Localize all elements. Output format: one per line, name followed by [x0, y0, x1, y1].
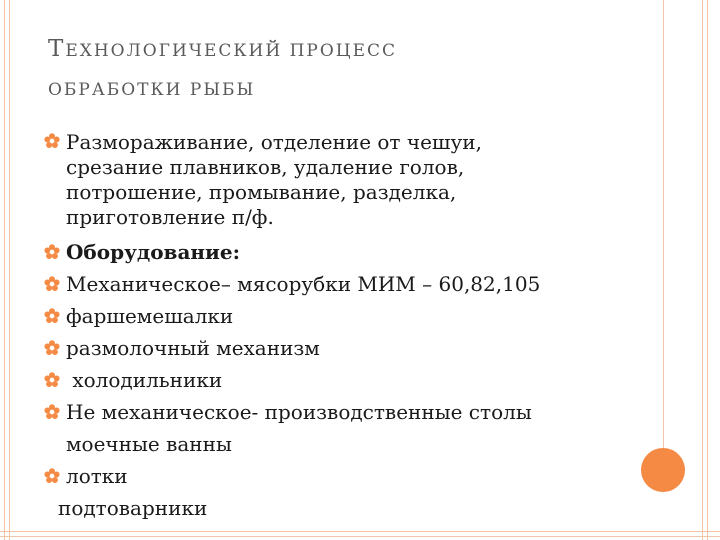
list-item [44, 300, 644, 332]
list-item [44, 130, 644, 230]
flower-bullet-icon [44, 340, 60, 356]
list-item-text: моечные ванны [66, 432, 232, 456]
list-item-text: холодильники [66, 368, 223, 392]
list-item-text: фаршемешалки [66, 304, 234, 328]
list-item-text: Не механическое- производственные столы [66, 400, 532, 424]
orange-circle-decoration [641, 448, 685, 492]
list-item [44, 268, 644, 300]
flower-bullet-icon [44, 404, 60, 420]
list-item-text: Размораживание, отделение от чешуи, срезание плавников, удаление голов, потрошение, промывание, разделка, приготовление п/ф. [66, 130, 482, 229]
list-item [44, 428, 644, 460]
flower-bullet-icon [44, 308, 60, 324]
list-item-text: лотки [66, 464, 128, 488]
frame-line-left-2 [9, 0, 10, 540]
title-line-1-rest: ЕХНОЛОГИЧЕСКИЙ ПРОЦЕСС [65, 41, 398, 61]
title-line-1 [48, 36, 397, 62]
flower-bullet-icon [44, 133, 60, 149]
list-item-text: Оборудование: [66, 240, 240, 264]
list-item [44, 492, 644, 524]
flower-bullet-icon [44, 372, 60, 388]
flower-bullet-icon [44, 276, 60, 292]
frame-line-right-circle [663, 0, 664, 448]
flower-bullet-icon [44, 468, 60, 484]
title-line-1-cap: Т [48, 36, 66, 62]
list-item-text: подтоварники [58, 496, 208, 520]
list-item [44, 460, 644, 492]
content-list [44, 130, 644, 524]
frame-line-bottom-2 [0, 536, 720, 537]
list-item [44, 364, 644, 396]
list-item-text: Механическое– мясорубки МИМ – 60,82,105 [66, 272, 541, 296]
flower-bullet-icon [44, 244, 60, 260]
frame-line-right [702, 0, 703, 540]
list-item [44, 332, 644, 364]
frame-line-left [4, 0, 5, 540]
list-item [44, 396, 644, 428]
list-item [44, 236, 644, 268]
frame-line-bottom [0, 531, 720, 532]
title-line-2: ОБРАБОТКИ РЫБЫ [48, 80, 256, 100]
frame-line-right-2 [707, 0, 708, 540]
list-item-text: размолочный механизм [66, 336, 320, 360]
